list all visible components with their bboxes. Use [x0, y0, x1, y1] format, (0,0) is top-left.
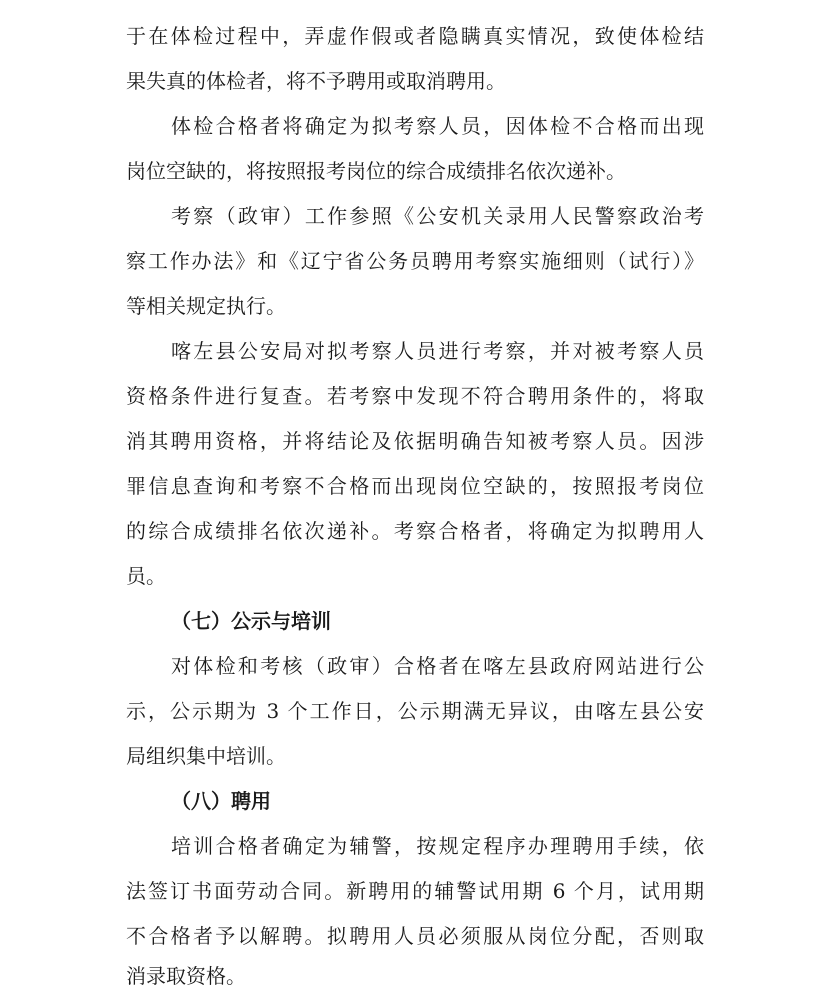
paragraph-2-line-1: 体检合格者将确定为拟考察人员，因体检不合格而出现 — [171, 114, 704, 138]
paragraph-2-line-2: 岗位空缺的，将按照报考岗位的综合成绩排名依次递补。 — [126, 159, 626, 183]
paragraph-1-line-2: 果失真的体检者，将不予聘用或取消聘用。 — [126, 69, 506, 93]
paragraph-3-line-3: 等相关规定执行。 — [126, 294, 286, 318]
section-7-line-1: 对体检和考核（政审）合格者在喀左县政府网站进行公 — [171, 654, 704, 678]
paragraph-4-line-2: 资格条件进行复查。若考察中发现不符合聘用条件的，将取 — [126, 384, 704, 408]
section-7-line-2: 示，公示期为 3 个工作日，公示期满无异议，由喀左县公安 — [126, 699, 704, 723]
paragraph-4-line-6: 员。 — [126, 564, 166, 588]
paragraph-4-line-4: 罪信息查询和考察不合格而出现岗位空缺的，按照报考岗位 — [126, 474, 704, 498]
section-8-line-3: 不合格者予以解聘。拟聘用人员必须服从岗位分配，否则取 — [126, 924, 704, 948]
paragraph-4-line-1: 喀左县公安局对拟考察人员进行考察，并对被考察人员 — [171, 339, 704, 363]
paragraph-3-line-1: 考察（政审）工作参照《公安机关录用人民警察政治考 — [171, 204, 704, 228]
section-8-line-4: 消录取资格。 — [126, 964, 246, 988]
paragraph-1-line-1: 于在体检过程中，弄虚作假或者隐瞒真实情况，致使体检结 — [126, 24, 704, 48]
section-7-line-3: 局组织集中培训。 — [126, 744, 286, 768]
paragraph-4-line-5: 的综合成绩排名依次递补。考察合格者，将确定为拟聘用人 — [126, 519, 704, 543]
paragraph-3-line-2: 察工作办法》和《辽宁省公务员聘用考察实施细则（试行）》 — [126, 249, 704, 273]
section-8-line-1: 培训合格者确定为辅警，按规定程序办理聘用手续，依 — [171, 834, 704, 858]
section-8-heading: （八）聘用 — [171, 789, 271, 813]
section-7-heading: （七）公示与培训 — [171, 609, 331, 633]
section-8-line-2: 法签订书面劳动合同。新聘用的辅警试用期 6 个月，试用期 — [126, 879, 704, 903]
paragraph-4-line-3: 消其聘用资格，并将结论及依据明确告知被考察人员。因涉 — [126, 429, 704, 453]
